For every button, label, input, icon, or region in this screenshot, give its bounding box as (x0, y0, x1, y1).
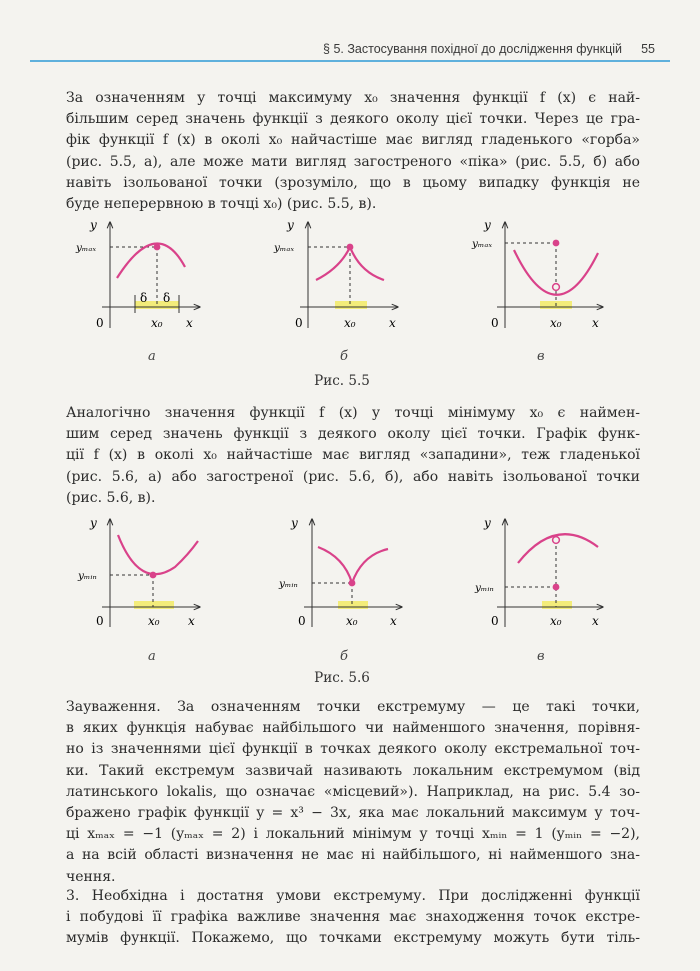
neighborhood-highlight (335, 301, 367, 309)
text-line: а на всій області визначення не має ні найбільшого, ні найменшого зна- (66, 847, 640, 864)
svg-text:y: y (90, 516, 97, 530)
text-line: шим серед значень функції з деякого околу цієї точки. Графік функ- (66, 426, 640, 443)
text-line: чення. (66, 868, 116, 885)
curve-left (318, 547, 352, 583)
paragraph-3 (66, 697, 640, 888)
text-line: но із значеннями цієї функції в точках деякого околу екстремальної точ- (66, 741, 640, 758)
graph-5-5-c (471, 218, 603, 330)
curve-left (316, 247, 350, 280)
text-line: (рис. 5.5, а), але може мати вигляд загостреного «піка» (рис. 5.5, б) або (66, 153, 640, 170)
section-heading-line: 3. Необхідна і достатня умови екстремуму. При дослідженні функції (66, 888, 640, 904)
svg-text:x₀: x₀ (346, 614, 358, 628)
neighborhood-highlight (134, 601, 174, 609)
svg-text:y: y (287, 218, 294, 232)
svg-text:0: 0 (298, 614, 306, 628)
caption-b: б (340, 649, 348, 664)
svg-text:y: y (291, 516, 298, 530)
text-line: Зауваження. За означенням точки екстремуму — це такі точки, (66, 699, 640, 715)
svg-text:yₘₐₓ: yₘₐₓ (274, 242, 295, 254)
svg-text:yₘₐₓ: yₘₐₓ (472, 238, 493, 250)
svg-text:x: x (390, 614, 397, 628)
graph-5-5-a (75, 218, 200, 330)
header-rule (30, 60, 670, 62)
svg-text:yₘᵢₙ: yₘᵢₙ (78, 570, 97, 582)
text-line: ки. Такий екстремум зазвичай називають локальним екстремумом (від (66, 762, 640, 779)
caption-b: б (340, 349, 348, 364)
svg-text:x₀: x₀ (344, 316, 356, 330)
text-line: (рис. 5.6, а) або загостреної (рис. 5.6, б), або навіть ізольованої точки (66, 468, 640, 485)
section-title: § 5. Застосування похідної до дослідження функцій (323, 42, 622, 56)
figure-title: Рис. 5.5 (314, 373, 370, 389)
text-line: бражено графік функції y = x³ − 3x, яка має локальний максимум у точ- (66, 805, 640, 822)
text-line: (рис. 5.6, в). (66, 489, 156, 506)
svg-text:x: x (592, 614, 599, 628)
neighborhood-highlight (338, 601, 368, 609)
neighborhood-highlight (542, 601, 572, 609)
paragraph-1 (66, 88, 640, 215)
text-line: мумів функції. Покажемо, що точками екстремуму можуть бути тіль- (66, 930, 640, 947)
text-line: латинського lokalis, що означає «місцевий»). Наприклад, на рис. 5.4 зо- (66, 783, 640, 800)
svg-text:y: y (90, 218, 97, 232)
text-line: За означенням у точці максимуму x₀ значення функції f (x) є най- (66, 90, 640, 106)
svg-text:x₀: x₀ (550, 614, 562, 628)
svg-text:x₀: x₀ (148, 614, 160, 628)
svg-text:0: 0 (491, 316, 499, 330)
figure-5-5 (0, 210, 700, 390)
svg-text:yₘᵢₙ: yₘᵢₙ (279, 578, 298, 590)
svg-text:x: x (592, 316, 599, 330)
svg-text:x: x (186, 316, 193, 330)
min-point (150, 572, 157, 579)
text-line: ці xₘₐₓ = −1 (yₘₐₓ = 2) і локальний мінімум у точці xₘᵢₙ = 1 (yₘᵢₙ = −2), (66, 826, 640, 843)
svg-text:y: y (484, 516, 491, 530)
graph-5-6-c (474, 516, 603, 628)
text-line: навіть ізольованої точки (зрозуміло, що в цьому випадку функція не (66, 174, 640, 191)
svg-text:0: 0 (96, 614, 104, 628)
text-line: Аналогічно значення функції f (x) у точці мінімуму x₀ є наймен- (66, 405, 640, 421)
curve (117, 243, 185, 278)
page-number: 55 (641, 42, 655, 56)
svg-text:x: x (389, 316, 396, 330)
svg-text:δ: δ (163, 291, 171, 305)
text-line: ції f (x) в околі x₀ найчастіше має вигляд «западини», теж гладенької (66, 447, 640, 464)
graph-5-6-b (278, 516, 402, 628)
text-line: в яких функція набуває найбільшого чи найменшого значення, порівня- (66, 720, 640, 737)
text-line: і побудові її графіка важливе значення має знаходження точок екстре- (66, 909, 640, 926)
svg-text:x₀: x₀ (151, 316, 163, 330)
curve-right (350, 247, 384, 280)
svg-text:0: 0 (96, 316, 104, 330)
page-header (0, 38, 700, 68)
hole-point (553, 537, 560, 544)
curve (118, 535, 198, 574)
figure-title: Рис. 5.6 (314, 670, 370, 685)
curve-right (352, 549, 388, 583)
graph-5-5-b (273, 218, 398, 330)
text-line: буде неперервною в точці x₀) (рис. 5.5, в). (66, 196, 377, 213)
hole-point (553, 284, 560, 291)
paragraph-4 (66, 886, 640, 950)
svg-text:yₘₐₓ: yₘₐₓ (76, 242, 97, 254)
caption-a: а (148, 349, 156, 364)
svg-text:yₘᵢₙ: yₘᵢₙ (475, 582, 494, 594)
text-line: більшим серед значень функції з деякого околу цієї точки. Через це гра- (66, 111, 640, 128)
svg-text:y: y (484, 218, 491, 232)
svg-text:δ: δ (140, 291, 148, 305)
max-point (347, 244, 354, 251)
graph-5-6-a (77, 516, 200, 628)
paragraph-2 (66, 403, 640, 509)
svg-text:x: x (188, 614, 195, 628)
min-point (349, 580, 356, 587)
isolated-max-point (553, 240, 560, 247)
svg-text:0: 0 (295, 316, 303, 330)
text-line: фік функції f (x) в околі x₀ найчастіше має вигляд гладенького «горба» (66, 132, 640, 149)
caption-a: а (148, 649, 156, 664)
svg-text:0: 0 (491, 614, 499, 628)
caption-c: в (537, 649, 545, 664)
svg-text:x₀: x₀ (550, 316, 562, 330)
isolated-min-point (553, 584, 560, 591)
caption-c: в (537, 349, 545, 364)
figure-5-6 (0, 505, 700, 685)
max-point (154, 244, 161, 251)
